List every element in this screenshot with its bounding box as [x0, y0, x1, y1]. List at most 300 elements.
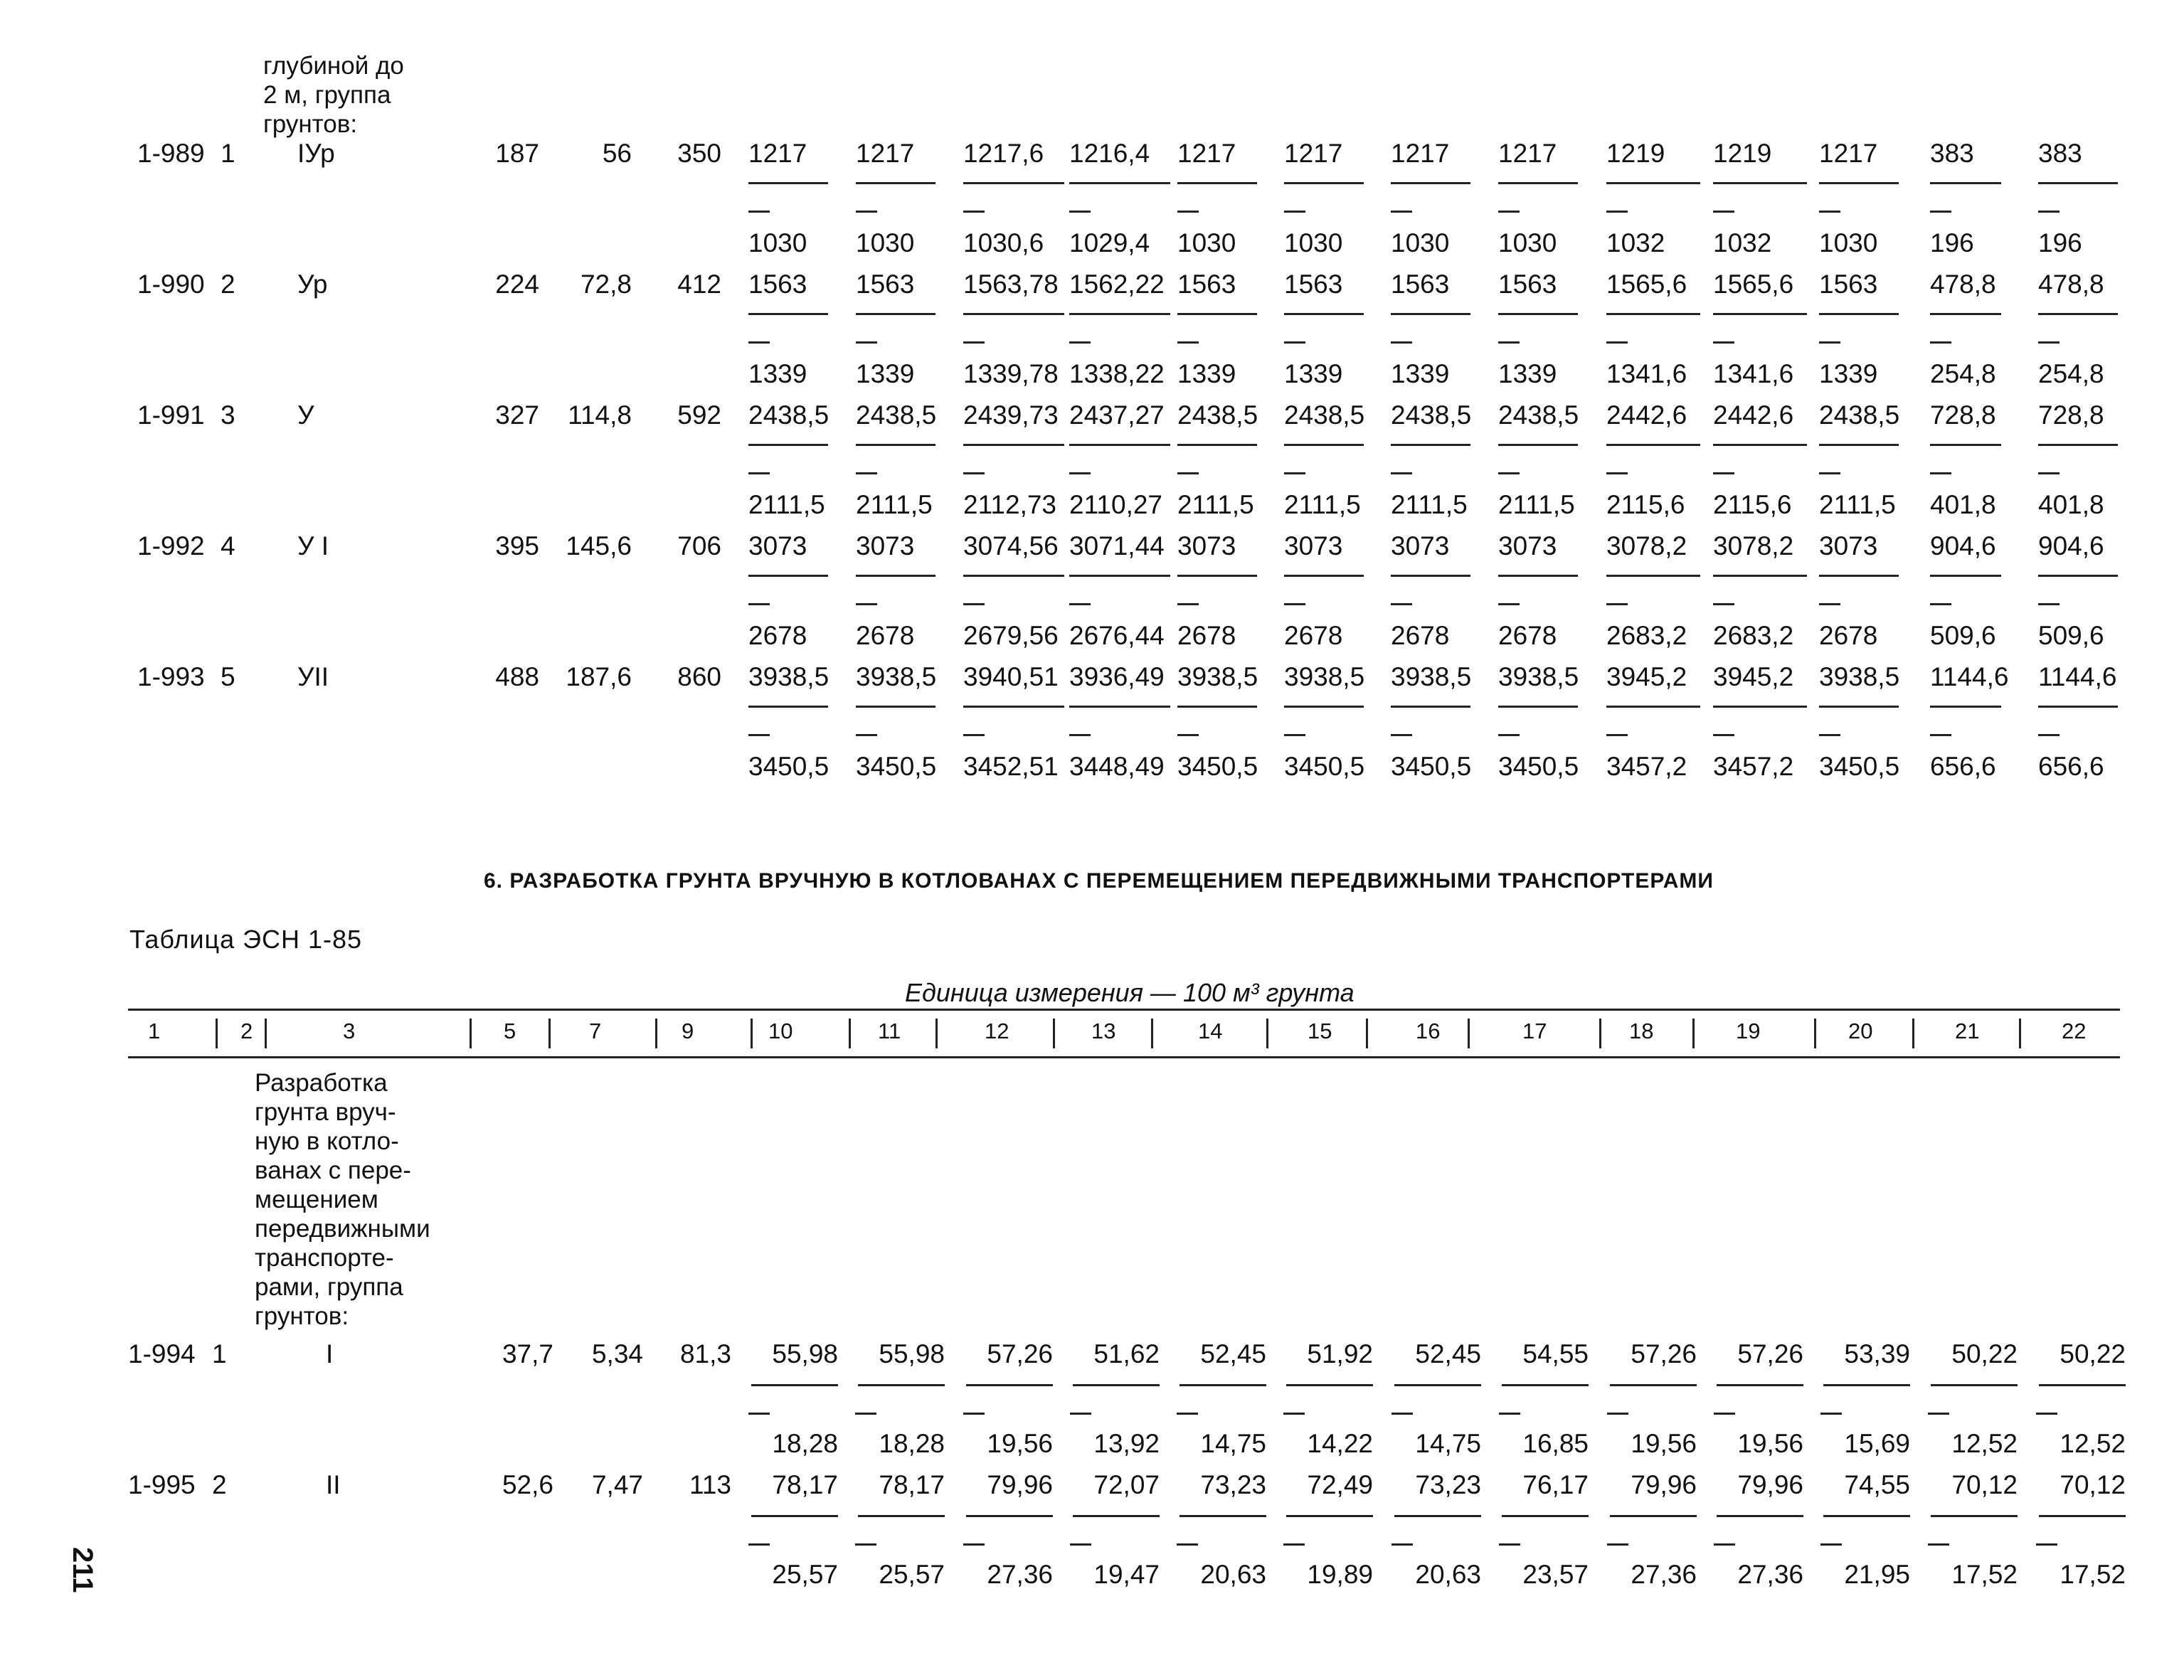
col-7-value: 114,8 [568, 400, 632, 430]
header-divider [265, 1019, 267, 1048]
numerator-value: 904,6 [2038, 531, 2104, 560]
header-divider [1692, 1019, 1695, 1048]
fraction-bar [1498, 313, 1578, 315]
row-number: 2 [212, 1470, 227, 1499]
denominator-value: 1339 [856, 359, 915, 388]
bottom-description [255, 1068, 430, 1331]
denominator-value: 3457,2 [1713, 752, 1794, 781]
fraction-bar [856, 706, 935, 708]
fraction-bar [1819, 575, 1899, 577]
column-header: 20 [1848, 1019, 1873, 1043]
header-divider [1151, 1019, 1153, 1048]
fraction-dash [856, 734, 877, 736]
fraction-bar [1177, 575, 1257, 577]
denominator-value: 1030 [1284, 228, 1343, 257]
denominator-value: 13,92 [1093, 1429, 1160, 1458]
fraction-dash [1930, 341, 1951, 344]
numerator-value: 1217,6 [963, 139, 1044, 168]
numerator-value: 3945,2 [1713, 662, 1794, 691]
fraction-bar [856, 182, 935, 184]
fraction-bar [963, 575, 1064, 577]
fraction-bar [1717, 1515, 1803, 1517]
fraction-dash [1284, 603, 1305, 605]
numerator-value: 3073 [1819, 531, 1878, 560]
column-header: 18 [1629, 1019, 1654, 1043]
row-code: 1-994 [128, 1339, 196, 1368]
row-code: 1-995 [128, 1470, 196, 1499]
fraction-dash [748, 1413, 770, 1415]
fraction-bar [2039, 1515, 2126, 1517]
fraction-dash [1284, 472, 1305, 474]
fraction-bar [1284, 706, 1364, 708]
denominator-value: 12,52 [1951, 1429, 2018, 1458]
fraction-dash [1498, 734, 1520, 736]
fraction-bar [1931, 1515, 2018, 1517]
denominator-value: 1339 [1391, 359, 1450, 388]
fraction-bar [856, 575, 935, 577]
fraction-dash [1713, 472, 1734, 474]
fraction-bar [963, 182, 1064, 184]
fraction-dash [963, 1543, 985, 1546]
fraction-dash [1607, 1543, 1628, 1546]
fraction-dash [1177, 472, 1199, 474]
row-code: 1-990 [137, 270, 205, 299]
fraction-bar [1502, 1515, 1589, 1517]
fraction-bar [1606, 182, 1700, 184]
numerator-value: 3938,5 [1177, 662, 1258, 691]
fraction-dash [1713, 341, 1734, 344]
fraction-bar [2038, 444, 2118, 446]
header-divider [1266, 1019, 1268, 1048]
denominator-value: 25,57 [772, 1560, 838, 1589]
header-divider [1814, 1019, 1816, 1048]
col-5-value: 187 [495, 139, 539, 168]
denominator-value: 14,75 [1200, 1429, 1266, 1458]
denominator-value: 1339 [748, 359, 807, 388]
denominator-value: 1339 [1284, 359, 1343, 388]
numerator-value: 73,23 [1415, 1470, 1481, 1499]
numerator-value: 1563 [1177, 270, 1236, 299]
denominator-value: 2683,2 [1713, 621, 1794, 650]
fraction-dash [1713, 211, 1734, 213]
row-number: 3 [221, 400, 235, 430]
numerator-value: 78,17 [772, 1470, 838, 1499]
denominator-value: 23,57 [1522, 1560, 1589, 1589]
fraction-bar [1284, 182, 1364, 184]
row-code: 1-989 [137, 139, 205, 168]
row-code: 1-992 [137, 531, 205, 560]
col-9-value: 81,3 [679, 1339, 731, 1368]
numerator-value: 1217 [748, 139, 807, 168]
header-divider [216, 1019, 218, 1048]
fraction-dash [1498, 603, 1520, 605]
denominator-value: 509,6 [2038, 621, 2104, 650]
fraction-bar [2039, 1384, 2126, 1386]
numerator-value: 50,22 [1951, 1339, 2018, 1368]
numerator-value: 51,62 [1093, 1339, 1160, 1368]
numerator-value: 1217 [1284, 139, 1343, 168]
col-9-value: 592 [677, 400, 721, 430]
fraction-dash [1391, 603, 1412, 605]
fraction-dash [1714, 1543, 1735, 1546]
denominator-value: 1339 [1498, 359, 1557, 388]
numerator-value: 1565,6 [1606, 270, 1687, 299]
fraction-dash [1069, 734, 1091, 736]
denominator-value: 2115,6 [1713, 490, 1792, 519]
header-top-rule [128, 1009, 2120, 1011]
fraction-bar [963, 313, 1064, 315]
fraction-dash [1606, 341, 1628, 344]
numerator-value: 1219 [1713, 139, 1772, 168]
fraction-bar [1819, 444, 1899, 446]
fraction-dash [1606, 603, 1628, 605]
fraction-bar [1823, 1384, 1910, 1386]
denominator-value: 18,28 [772, 1429, 838, 1458]
fraction-bar [1286, 1384, 1373, 1386]
fraction-dash [2038, 341, 2060, 344]
fraction-dash [855, 1413, 876, 1415]
fraction-dash [1177, 1543, 1198, 1546]
denominator-value: 19,56 [1737, 1429, 1803, 1458]
fraction-dash [963, 734, 985, 736]
fraction-dash [748, 603, 770, 605]
denominator-value: 1339,78 [963, 359, 1059, 388]
numerator-value: 3073 [748, 531, 807, 560]
fraction-bar [1606, 313, 1700, 315]
denominator-value: 1030 [748, 228, 807, 257]
numerator-value: 3938,5 [748, 662, 829, 691]
denominator-value: 3457,2 [1606, 752, 1687, 781]
fraction-dash [1930, 734, 1951, 736]
row-number: 1 [212, 1339, 227, 1368]
header-divider [1912, 1019, 1914, 1048]
denominator-value: 2683,2 [1606, 621, 1687, 650]
column-header: 19 [1736, 1019, 1761, 1043]
fraction-dash [1069, 603, 1091, 605]
row-number: 2 [221, 270, 235, 299]
denominator-value: 3450,5 [748, 752, 829, 781]
numerator-value: 3073 [1498, 531, 1557, 560]
fraction-dash [1930, 603, 1951, 605]
fraction-dash [1284, 211, 1305, 213]
col-9-value: 412 [677, 270, 721, 299]
numerator-value: 3945,2 [1606, 662, 1687, 691]
fraction-dash [1607, 1413, 1628, 1415]
fraction-dash [1070, 1413, 1091, 1415]
denominator-value: 1030 [1498, 228, 1557, 257]
numerator-value: 52,45 [1200, 1339, 1266, 1368]
denominator-value: 1030 [1819, 228, 1878, 257]
numerator-value: 3074,56 [963, 531, 1059, 560]
fraction-bar [1606, 444, 1700, 446]
denominator-value: 16,85 [1522, 1429, 1589, 1458]
numerator-value: 3938,5 [1284, 662, 1365, 691]
numerator-value: 3938,5 [856, 662, 937, 691]
denominator-value: 1032 [1713, 228, 1772, 257]
column-header: 17 [1522, 1019, 1547, 1043]
denominator-value: 2678 [1498, 621, 1557, 650]
fraction-bar [1502, 1384, 1589, 1386]
denominator-value: 14,22 [1307, 1429, 1373, 1458]
fraction-bar [1177, 706, 1257, 708]
fraction-dash [1391, 1543, 1413, 1546]
fraction-bar [1498, 444, 1578, 446]
numerator-value: 74,55 [1844, 1470, 1910, 1499]
numerator-value: 1216,4 [1069, 139, 1150, 168]
numerator-value: 55,98 [879, 1339, 945, 1368]
desc-line: Разработка [255, 1069, 388, 1097]
numerator-value: 383 [1930, 139, 1974, 168]
fraction-dash [1819, 603, 1840, 605]
numerator-value: 2438,5 [1284, 400, 1365, 430]
section-title: 6. РАЗРАБОТКА ГРУНТА ВРУЧНУЮ В КОТЛОВАНАХ С ПЕРЕМЕЩЕНИЕМ ПЕРЕДВИЖНЫМИ ТРАНСПОРТЕРАМИ [484, 869, 1714, 893]
column-header: 7 [589, 1019, 602, 1043]
denominator-value: 1030 [1177, 228, 1236, 257]
numerator-value: 2442,6 [1606, 400, 1687, 430]
fraction-dash [1177, 211, 1199, 213]
fraction-bar [1606, 575, 1700, 577]
fraction-dash [1499, 1413, 1520, 1415]
soil-group: I [326, 1339, 334, 1368]
fraction-dash [1391, 211, 1412, 213]
desc-line: транспорте- [255, 1244, 394, 1272]
fraction-dash [1606, 211, 1628, 213]
desc-line: рами, группа [255, 1273, 403, 1301]
fraction-bar [856, 444, 935, 446]
col-7-value: 187,6 [566, 662, 632, 691]
denominator-value: 19,89 [1307, 1560, 1373, 1589]
numerator-value: 383 [2038, 139, 2082, 168]
numerator-value: 50,22 [2060, 1339, 2126, 1368]
fraction-dash [1391, 472, 1412, 474]
denominator-value: 2676,44 [1069, 621, 1165, 650]
page-number: 211 [67, 1547, 98, 1593]
fraction-dash [1714, 1413, 1735, 1415]
denominator-value: 1339 [1177, 359, 1236, 388]
header-bottom-rule [128, 1056, 2120, 1058]
fraction-bar [1930, 182, 2001, 184]
numerator-value: 1217 [1391, 139, 1450, 168]
denominator-value: 20,63 [1415, 1560, 1481, 1589]
fraction-bar [1391, 575, 1470, 577]
fraction-bar [1819, 182, 1899, 184]
column-header: 14 [1198, 1019, 1223, 1043]
numerator-value: 3078,2 [1713, 531, 1794, 560]
column-header: 3 [343, 1019, 356, 1043]
denominator-value: 509,6 [1930, 621, 1996, 650]
fraction-dash [963, 1413, 985, 1415]
header-divider [935, 1019, 938, 1048]
numerator-value: 1565,6 [1713, 270, 1794, 299]
numerator-value: 57,26 [987, 1339, 1053, 1368]
fraction-bar [1713, 575, 1807, 577]
col-7-value: 145,6 [566, 531, 632, 560]
numerator-value: 57,26 [1737, 1339, 1803, 1368]
denominator-value: 1339 [1819, 359, 1878, 388]
denominator-value: 2115,6 [1606, 490, 1685, 519]
denominator-value: 2678 [1284, 621, 1343, 650]
fraction-bar [748, 313, 828, 315]
numerator-value: 3071,44 [1069, 531, 1165, 560]
denominator-value: 3450,5 [856, 752, 937, 781]
fraction-dash [1820, 1543, 1842, 1546]
col-9-value: 860 [677, 662, 721, 691]
numerator-value: 78,17 [879, 1470, 945, 1499]
fraction-dash [856, 211, 877, 213]
numerator-value: 1563,78 [963, 270, 1059, 299]
fraction-bar [748, 706, 828, 708]
denominator-value: 17,52 [1951, 1560, 2018, 1589]
fraction-dash [2038, 211, 2060, 213]
fraction-bar [1180, 1384, 1266, 1386]
numerator-value: 3073 [1284, 531, 1343, 560]
desc-line: ванах с пере- [255, 1157, 411, 1184]
numerator-value: 52,45 [1415, 1339, 1481, 1368]
fraction-dash [856, 472, 877, 474]
fraction-dash [1177, 341, 1199, 344]
column-header: 11 [878, 1019, 901, 1043]
numerator-value: 3938,5 [1819, 662, 1900, 691]
fraction-dash [1177, 734, 1199, 736]
column-header: 5 [504, 1019, 516, 1043]
fraction-dash [1283, 1413, 1305, 1415]
fraction-dash [2038, 734, 2060, 736]
soil-group: IУр [297, 139, 335, 168]
fraction-bar [858, 1384, 945, 1386]
fraction-bar [1284, 444, 1364, 446]
fraction-bar [1931, 1384, 2018, 1386]
denominator-value: 2111,5 [748, 490, 825, 519]
fraction-dash [1283, 1543, 1305, 1546]
soil-group: II [326, 1470, 341, 1499]
numerator-value: 2439,73 [963, 400, 1059, 430]
numerator-value: 55,98 [772, 1339, 838, 1368]
fraction-dash [1928, 1543, 1949, 1546]
fraction-dash [1498, 211, 1520, 213]
col-7-value: 7,47 [591, 1470, 643, 1499]
fraction-dash [2036, 1413, 2057, 1415]
denominator-value: 20,63 [1200, 1560, 1266, 1589]
fraction-bar [963, 444, 1064, 446]
numerator-value: 1217 [1177, 139, 1236, 168]
table-label: Таблица ЭСН 1-85 [129, 925, 363, 954]
desc-line: грунтов: [263, 110, 358, 138]
soil-group: УII [297, 662, 329, 691]
numerator-value: 2438,5 [1819, 400, 1900, 430]
numerator-value: 3940,51 [963, 662, 1059, 691]
numerator-value: 2438,5 [856, 400, 937, 430]
numerator-value: 1563 [1498, 270, 1557, 299]
denominator-value: 17,52 [2060, 1560, 2126, 1589]
fraction-dash [748, 211, 770, 213]
fraction-bar [1930, 444, 2001, 446]
numerator-value: 70,12 [2060, 1470, 2126, 1499]
soil-group: У I [297, 531, 329, 560]
denominator-value: 2111,5 [856, 490, 933, 519]
numerator-value: 728,8 [2038, 400, 2104, 430]
fraction-bar [1284, 313, 1364, 315]
fraction-bar [2038, 575, 2118, 577]
fraction-bar [966, 1384, 1053, 1386]
fraction-dash [1499, 1543, 1520, 1546]
header-divider [1599, 1019, 1601, 1048]
fraction-bar [1286, 1515, 1373, 1517]
fraction-bar [858, 1515, 945, 1517]
fraction-bar [1498, 182, 1578, 184]
fraction-bar [2038, 706, 2118, 708]
header-divider [1366, 1019, 1368, 1048]
denominator-value: 2679,56 [963, 621, 1059, 650]
fraction-bar [751, 1515, 838, 1517]
numerator-value: 3073 [856, 531, 915, 560]
denominator-value: 3450,5 [1177, 752, 1258, 781]
unit-of-measure: Единица измерения — 100 м³ грунта [905, 978, 1355, 1007]
numerator-value: 1217 [856, 139, 915, 168]
column-header: 1 [148, 1019, 161, 1043]
fraction-bar [748, 444, 828, 446]
numerator-value: 1563 [1284, 270, 1343, 299]
numerator-value: 2438,5 [1391, 400, 1472, 430]
denominator-value: 3450,5 [1498, 752, 1579, 781]
denominator-value: 21,95 [1844, 1560, 1910, 1589]
fraction-bar [1717, 1384, 1803, 1386]
numerator-value: 79,96 [1631, 1470, 1697, 1499]
denominator-value: 2111,5 [1284, 490, 1361, 519]
denominator-value: 1032 [1606, 228, 1665, 257]
row-number: 4 [221, 531, 235, 560]
fraction-bar [1069, 706, 1170, 708]
fraction-dash [1713, 734, 1734, 736]
fraction-dash [1498, 341, 1520, 344]
denominator-value: 2678 [1391, 621, 1450, 650]
fraction-bar [1823, 1515, 1910, 1517]
denominator-value: 656,6 [2038, 752, 2104, 781]
fraction-dash [856, 341, 877, 344]
row-number: 1 [221, 139, 235, 168]
desc-line: ную в котло- [255, 1127, 399, 1155]
fraction-bar [1930, 706, 2001, 708]
numerator-value: 1217 [1498, 139, 1557, 168]
fraction-bar [2038, 313, 2118, 315]
fraction-dash [1819, 472, 1840, 474]
fraction-bar [963, 706, 1064, 708]
fraction-dash [1498, 472, 1520, 474]
fraction-dash [748, 1543, 770, 1546]
numerator-value: 2438,5 [748, 400, 829, 430]
numerator-value: 904,6 [1930, 531, 1996, 560]
col-5-value: 224 [495, 270, 539, 299]
col-5-value: 488 [495, 662, 539, 691]
fraction-bar [1391, 706, 1470, 708]
numerator-value: 2442,6 [1713, 400, 1794, 430]
denominator-value: 3448,49 [1069, 752, 1165, 781]
denominator-value: 1341,6 [1713, 359, 1794, 388]
fraction-bar [1069, 575, 1170, 577]
numerator-value: 3938,5 [1391, 662, 1472, 691]
fraction-dash [2038, 603, 2060, 605]
numerator-value: 79,96 [987, 1470, 1053, 1499]
numerator-value: 72,49 [1307, 1470, 1373, 1499]
fraction-dash [963, 472, 985, 474]
fraction-bar [1713, 444, 1807, 446]
denominator-value: 27,36 [1631, 1560, 1697, 1589]
fraction-dash [1284, 734, 1305, 736]
numerator-value: 3078,2 [1606, 531, 1687, 560]
numerator-value: 2438,5 [1177, 400, 1258, 430]
denominator-value: 2111,5 [1498, 490, 1575, 519]
numerator-value: 1563 [1819, 270, 1878, 299]
denominator-value: 656,6 [1930, 752, 1996, 781]
